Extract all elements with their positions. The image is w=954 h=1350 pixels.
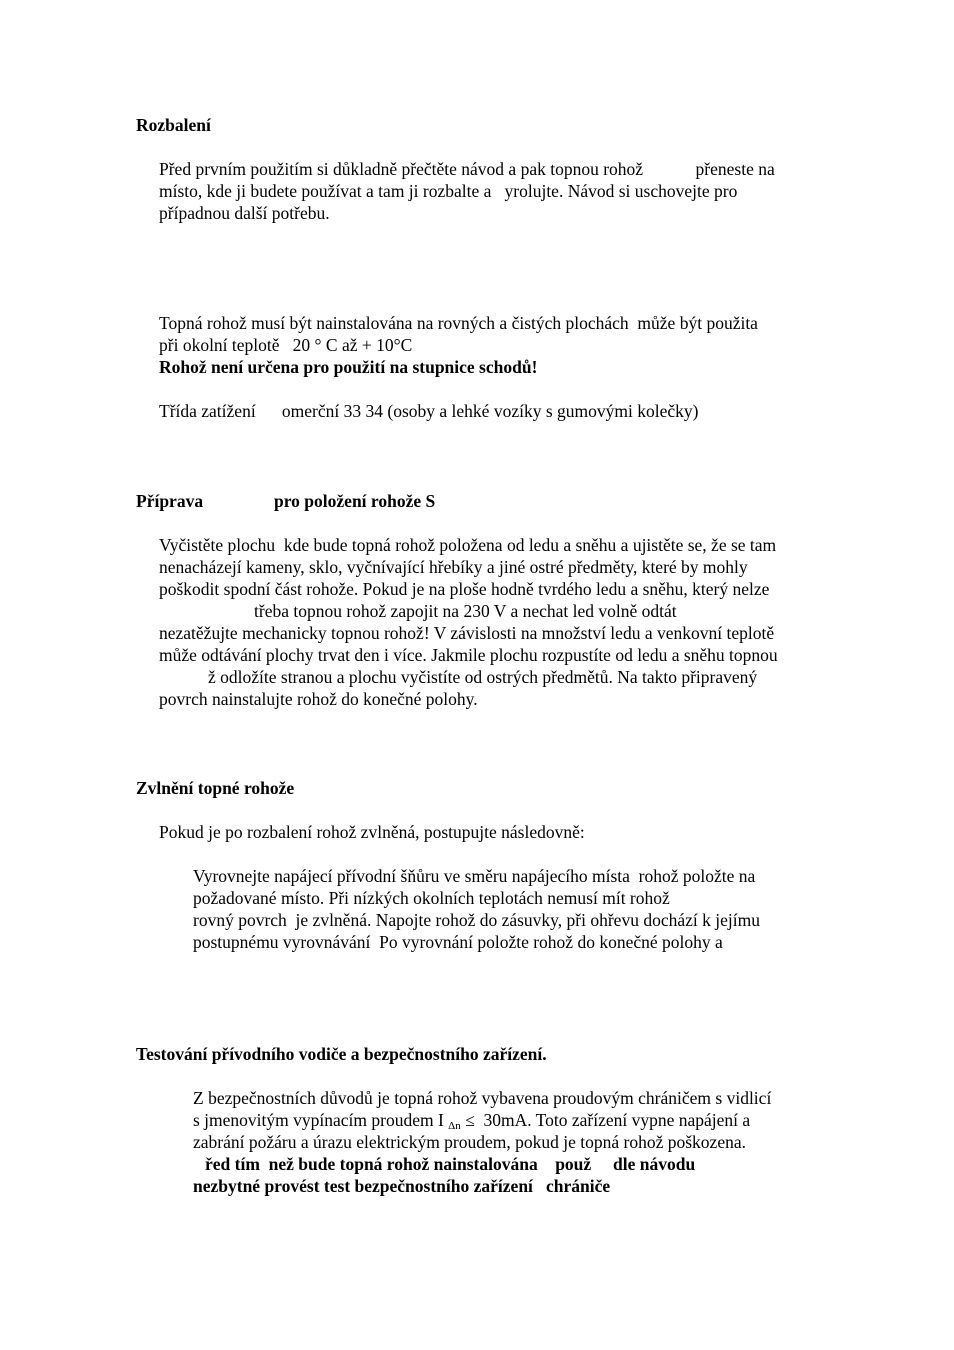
waviness-line-1: Vyrovnejte napájecí přívodní šňůru ve směru napájecího místa rohož položte na [193,866,756,886]
preparation-line-1: Vyčistěte plochu kde bude topná rohož položena od ledu a sněhu a ujistěte se, že se tam [159,535,777,555]
heading-preparation-rest: pro položení rohože S [274,491,436,511]
heading-unpacking: Rozbalení [136,115,211,135]
preparation-line-3: poškodit spodní část rohože. Pokud je na ploše hodně tvrdého ledu a sněhu, který nelze [159,579,770,599]
preparation-line-5: nezatěžujte mechanicky topnou rohož! V závislosti na množství ledu a venkovní teplotě [159,623,775,643]
unpacking-line-1: Před prvním použitím si důkladně přečtěte návod a pak topnou rohož přeneste na [159,159,775,179]
usage-line-1: Topná rohož musí být nainstalována na rovných a čistých plochách může být použita [159,313,758,333]
waviness-intro: Pokud je po rozbalení rohož zvlněná, postupujte následovně: [159,822,585,842]
preparation-line-8: povrch nainstalujte rohož do konečné polohy. [159,689,478,709]
testing-line-1: Z bezpečnostních důvodů je topná rohož vybavena proudovým chráničem s vidlicí [193,1088,772,1108]
load-class-line: Třída zatížení omerční 33 34 (osoby a lehké vozíky s gumovými kolečky) [159,401,699,421]
testing-bold-line-2: nezbytné provést test bezpečnostního zařízení chrániče [193,1176,611,1196]
preparation-line-6: může odtávání plochy trvat den i více. Jakmile plochu rozpustíte od ledu a sněhu topnou [159,645,778,665]
testing-bold-line-1: řed tím než bude topná rohož nainstalována použ dle návodu [205,1154,696,1174]
usage-line-2: při okolní teplotě 20 ° C až + 10°C [159,335,413,355]
preparation-line-2: nenacházejí kameny, sklo, vyčnívající hřebíky a jiné ostré předměty, které by mohly [159,557,748,577]
heading-testing: Testování přívodního vodiče a bezpečnostního zařízení. [136,1044,547,1064]
waviness-line-4: postupnému vyrovnávání Po vyrovnání položte rohož do konečné polohy a [193,932,723,952]
heading-preparation: Příprava [136,491,204,511]
usage-warning: Rohož není určena pro použití na stupnice schodů! [159,357,538,377]
waviness-line-2: požadované místo. Při nízkých okolních teplotách nemusí mít rohož [193,888,670,908]
unpacking-line-2: místo, kde ji budete používat a tam ji rozbalte a yrolujte. Návod si uschovejte pro [159,181,738,201]
delta-n-subscript: Δn [448,1120,461,1132]
testing-line-3: zabrání požáru a úrazu elektrickým proudem, pokud je topná rohož poškozena. [193,1132,746,1152]
preparation-line-7: ž odložíte stranou a plochu vyčistíte od ostrých předmětů. Na takto připravený [208,667,758,687]
testing-line-2-start: s jmenovitým vypínacím proudem I [193,1110,449,1130]
heading-waviness: Zvlnění topné rohože [136,778,295,798]
unpacking-line-3: případnou další potřebu. [159,203,330,223]
waviness-line-3: rovný povrch je zvlněná. Napojte rohož do zásuvky, při ohřevu dochází k jejímu [193,910,760,930]
preparation-line-4: třeba topnou rohož zapojit na 230 V a nechat led volně odtát [254,601,677,621]
testing-line-2-end: ≤ 30mA. Toto zařízení vypne napájení a [460,1110,751,1130]
